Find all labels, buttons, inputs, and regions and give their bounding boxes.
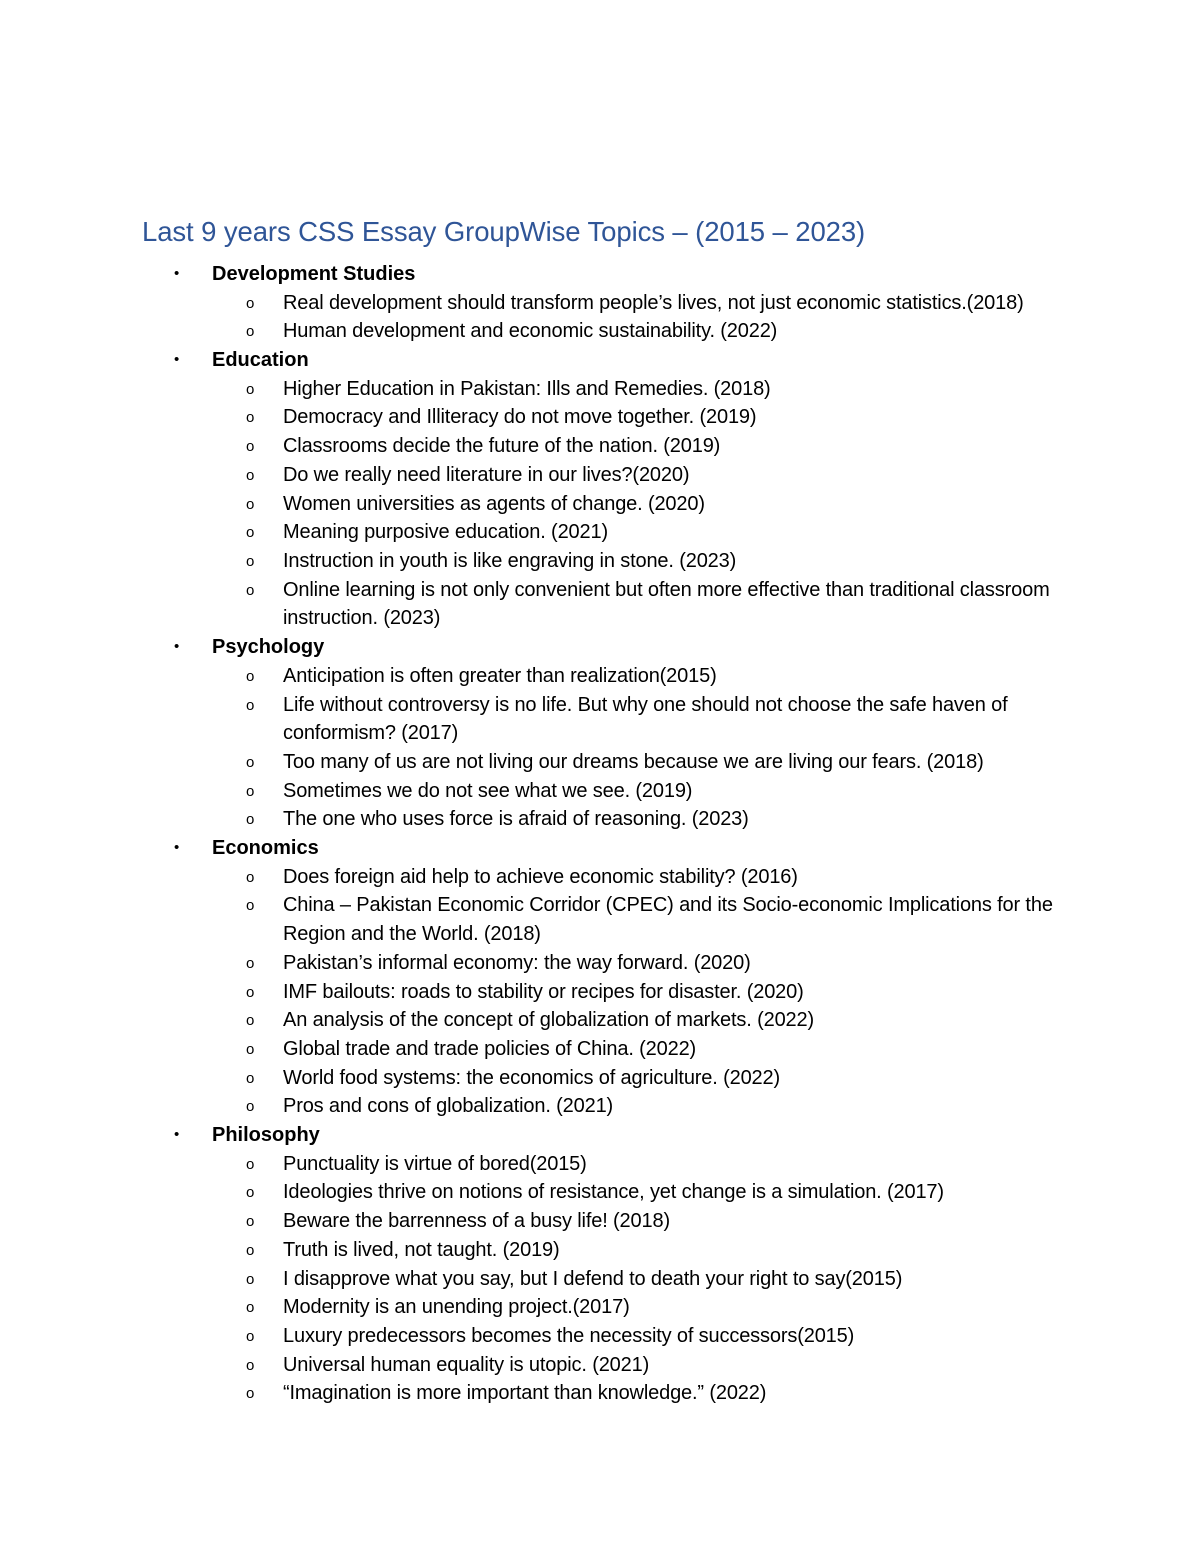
group-name: Psychology bbox=[212, 636, 325, 659]
topic-item bbox=[0, 1207, 1200, 1236]
topic-text: Does foreign aid help to achieve economic stability? (2016) bbox=[283, 865, 798, 888]
sub-bullet-icon: o bbox=[246, 1213, 255, 1231]
topic-group bbox=[0, 346, 1200, 633]
topic-text: Online learning is not only convenient but often more effective than traditional classroom instruction. (2023) bbox=[283, 578, 1050, 630]
topic-item bbox=[0, 547, 1200, 576]
group-heading bbox=[0, 346, 1200, 375]
topic-item bbox=[0, 317, 1200, 346]
topic-list bbox=[0, 289, 1200, 346]
sub-bullet-icon: o bbox=[246, 323, 255, 341]
topic-item bbox=[0, 490, 1200, 519]
topic-text: Do we really need literature in our lives?(2020) bbox=[283, 463, 690, 486]
topic-item bbox=[0, 1379, 1200, 1408]
topic-text: Pakistan’s informal economy: the way forward. (2020) bbox=[283, 951, 751, 974]
topic-text: Ideologies thrive on notions of resistance, yet change is a simulation. (2017) bbox=[283, 1181, 944, 1204]
topic-list bbox=[0, 375, 1200, 633]
topic-text: Instruction in youth is like engraving in stone. (2023) bbox=[283, 550, 737, 572]
topic-text: Global trade and trade policies of China. (2022) bbox=[283, 1037, 697, 1060]
topic-list bbox=[0, 863, 1200, 1121]
sub-bullet-icon: o bbox=[246, 954, 255, 972]
bullet-icon: • bbox=[174, 839, 180, 857]
sub-bullet-icon: o bbox=[246, 294, 255, 312]
sub-bullet-icon: o bbox=[246, 782, 255, 800]
sub-bullet-icon: o bbox=[246, 897, 255, 915]
sub-bullet-icon: o bbox=[246, 409, 255, 427]
topic-text: World food systems: the economics of agriculture. (2022) bbox=[283, 1066, 781, 1089]
topic-item bbox=[0, 662, 1200, 691]
sub-bullet-icon: o bbox=[246, 1069, 255, 1087]
topic-list bbox=[0, 662, 1200, 834]
topic-text: Modernity is an unending project.(2017) bbox=[283, 1296, 630, 1319]
topic-item bbox=[0, 691, 1200, 748]
topic-text: Human development and economic sustainability. (2022) bbox=[283, 320, 778, 343]
sub-bullet-icon: o bbox=[246, 1356, 255, 1374]
topic-item bbox=[0, 1064, 1200, 1093]
sub-bullet-icon: o bbox=[246, 1327, 255, 1345]
sub-bullet-icon: o bbox=[246, 1299, 255, 1317]
topic-text: Punctuality is virtue of bored(2015) bbox=[283, 1152, 587, 1175]
sub-bullet-icon: o bbox=[246, 380, 255, 398]
bullet-icon: • bbox=[174, 1126, 180, 1144]
topic-text: Universal human equality is utopic. (2021) bbox=[283, 1353, 650, 1376]
bullet-icon: • bbox=[174, 638, 180, 656]
topic-group bbox=[0, 1121, 1200, 1408]
topic-text: The one who uses force is afraid of reasoning. (2023) bbox=[283, 808, 749, 831]
sub-bullet-icon: o bbox=[246, 466, 255, 484]
sub-bullet-icon: o bbox=[246, 1040, 255, 1058]
topic-text: “Imagination is more important than knowledge.” (2022) bbox=[283, 1382, 767, 1405]
sub-bullet-icon: o bbox=[246, 1270, 255, 1288]
topic-text: IMF bailouts: roads to stability or recipes for disaster. (2020) bbox=[283, 980, 804, 1003]
topic-text: Anticipation is often greater than realization(2015) bbox=[283, 664, 717, 687]
sub-bullet-icon: o bbox=[246, 1012, 255, 1030]
group-name: Economics bbox=[212, 837, 319, 860]
topic-item bbox=[0, 748, 1200, 777]
topic-text: Too many of us are not living our dreams because we are living our fears. (2018) bbox=[283, 750, 984, 773]
topic-item bbox=[0, 1236, 1200, 1265]
topic-text: Beware the barrenness of a busy life! (2018) bbox=[283, 1210, 670, 1233]
topic-item bbox=[0, 777, 1200, 806]
sub-bullet-icon: o bbox=[246, 983, 255, 1001]
topic-group bbox=[0, 260, 1200, 346]
topic-item bbox=[0, 1265, 1200, 1294]
topic-text: Sometimes we do not see what we see. (2019) bbox=[283, 779, 693, 802]
topic-text: Luxury predecessors becomes the necessity of successors(2015) bbox=[283, 1324, 855, 1347]
topic-item bbox=[0, 1178, 1200, 1207]
topic-item bbox=[0, 289, 1200, 318]
topic-item bbox=[0, 1092, 1200, 1121]
topic-text: Democracy and Illiteracy do not move together. (2019) bbox=[283, 406, 757, 429]
topic-item bbox=[0, 375, 1200, 404]
group-name: Education bbox=[212, 349, 309, 372]
topic-item bbox=[0, 949, 1200, 978]
group-heading bbox=[0, 1121, 1200, 1150]
group-heading bbox=[0, 260, 1200, 289]
sub-bullet-icon: o bbox=[246, 495, 255, 513]
sub-bullet-icon: o bbox=[246, 1098, 255, 1116]
sub-bullet-icon: o bbox=[246, 696, 255, 714]
sub-bullet-icon: o bbox=[246, 581, 255, 599]
topic-item bbox=[0, 1006, 1200, 1035]
sub-bullet-icon: o bbox=[246, 438, 255, 456]
sub-bullet-icon: o bbox=[246, 1184, 255, 1202]
document-title: Last 9 years CSS Essay GroupWise Topics – (2015 – 2023) bbox=[142, 216, 866, 248]
group-heading bbox=[0, 834, 1200, 863]
topic-text: China – Pakistan Economic Corridor (CPEC) and its Socio-economic Implications for the Region and the World. (2018) bbox=[283, 894, 1053, 946]
sub-bullet-icon: o bbox=[246, 553, 255, 570]
topic-item bbox=[0, 1322, 1200, 1351]
sub-bullet-icon: o bbox=[246, 1385, 255, 1403]
group-name: Development Studies bbox=[212, 263, 416, 285]
topic-item bbox=[0, 863, 1200, 892]
topic-item bbox=[0, 576, 1200, 633]
topic-item bbox=[0, 1293, 1200, 1322]
topic-text: Truth is lived, not taught. (2019) bbox=[283, 1238, 560, 1261]
topic-text: Women universities as agents of change. (2020) bbox=[283, 492, 705, 515]
topic-item bbox=[0, 1351, 1200, 1380]
topic-text: Classrooms decide the future of the nation. (2019) bbox=[283, 435, 721, 458]
topic-group bbox=[0, 633, 1200, 834]
sub-bullet-icon: o bbox=[246, 868, 255, 886]
topic-groups-list bbox=[0, 260, 1200, 1408]
topic-text: Pros and cons of globalization. (2021) bbox=[283, 1095, 614, 1118]
topic-item bbox=[0, 1035, 1200, 1064]
topic-text: An analysis of the concept of globalization of markets. (2022) bbox=[283, 1009, 815, 1032]
topic-item bbox=[0, 518, 1200, 547]
topic-item bbox=[0, 978, 1200, 1007]
sub-bullet-icon: o bbox=[246, 753, 255, 771]
topic-text: Meaning purposive education. (2021) bbox=[283, 521, 608, 544]
sub-bullet-icon: o bbox=[246, 524, 255, 542]
topic-item bbox=[0, 805, 1200, 834]
bullet-icon: • bbox=[174, 265, 180, 282]
topic-item bbox=[0, 1150, 1200, 1179]
topic-text: I disapprove what you say, but I defend to death your right to say(2015) bbox=[283, 1267, 903, 1290]
topic-group bbox=[0, 834, 1200, 1121]
group-name: Philosophy bbox=[212, 1124, 320, 1147]
topic-text: Life without controversy is no life. But why one should not choose the safe haven of conformism? (2017) bbox=[283, 693, 1008, 745]
group-heading bbox=[0, 633, 1200, 662]
sub-bullet-icon: o bbox=[246, 1155, 255, 1173]
topic-item bbox=[0, 461, 1200, 490]
topic-item bbox=[0, 432, 1200, 461]
topic-text: Real development should transform people’s lives, not just economic statistics.(2018) bbox=[283, 291, 1024, 314]
sub-bullet-icon: o bbox=[246, 667, 255, 685]
topic-item bbox=[0, 403, 1200, 432]
topic-item bbox=[0, 891, 1200, 948]
bullet-icon: • bbox=[174, 351, 180, 369]
sub-bullet-icon: o bbox=[246, 811, 255, 829]
sub-bullet-icon: o bbox=[246, 1241, 255, 1259]
topic-text: Higher Education in Pakistan: Ills and Remedies. (2018) bbox=[283, 377, 771, 400]
topic-list bbox=[0, 1150, 1200, 1408]
